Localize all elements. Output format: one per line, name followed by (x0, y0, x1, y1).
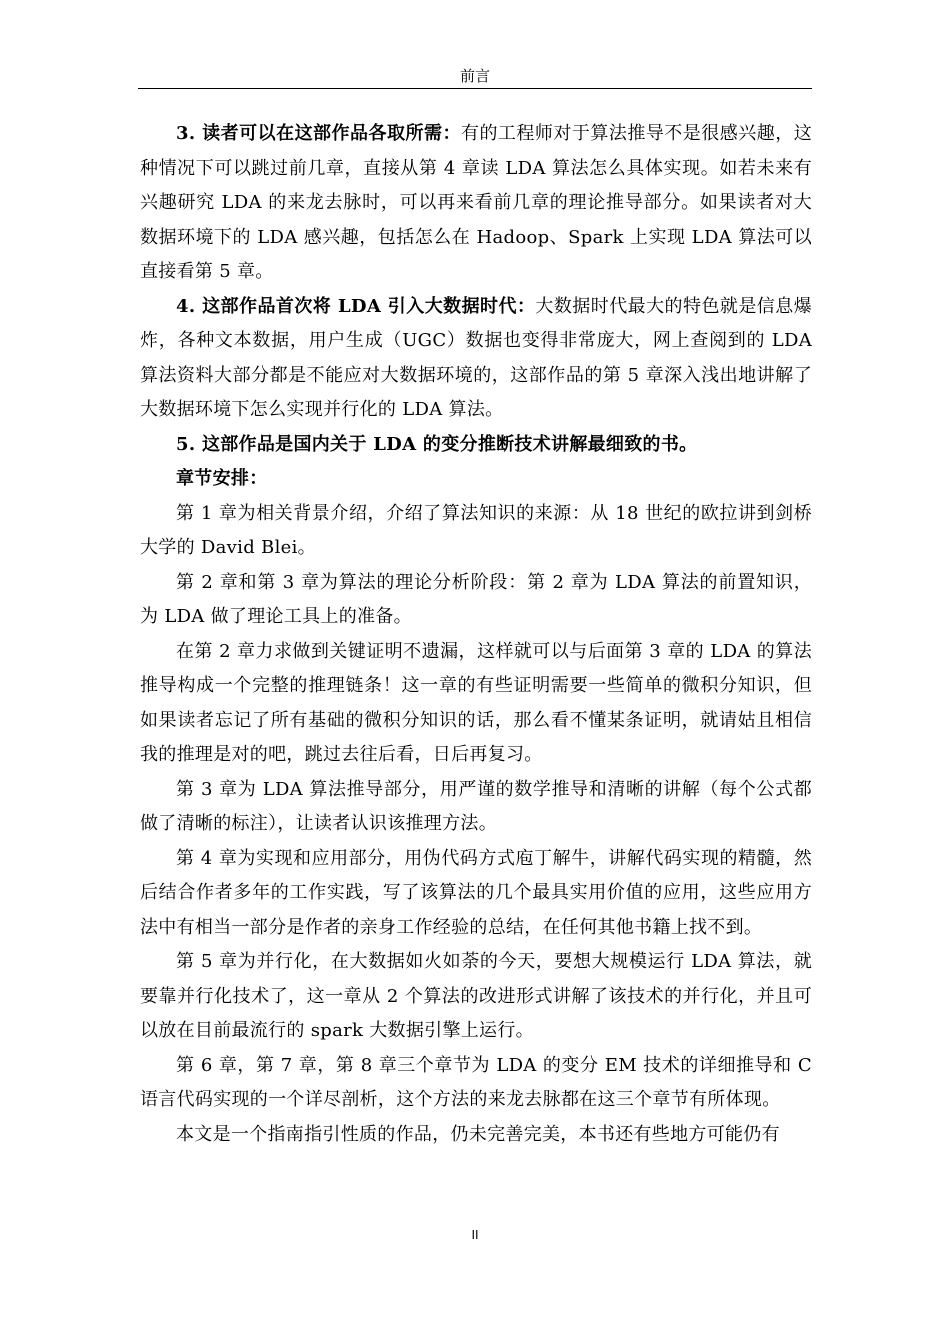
paragraph-chapter-1: 第 1 章为相关背景介绍，介绍了算法知识的来源：从 18 世纪的欧拉讲到剑桥大学的 David Blei。 (140, 502, 812, 558)
page-header-title: 前言 (459, 67, 490, 85)
paragraph-text: 大数据时代最大的特色就是信息爆炸，各种文本数据，用户生成（UGC）数据也变得非常庞大，网上查阅到的 LDA 算法资料大部分都是不能应对大数据环境的，这部作品的第 5 章深入浅出地讲解了大数据环境下怎么实现并行化的 LDA 算法。 (140, 295, 812, 420)
paragraph-point-3 (140, 117, 812, 290)
chapter-arrangement-heading: 章节安排： (176, 468, 268, 489)
page-number: II (471, 1228, 479, 1242)
paragraph-lead: 4. 这部作品首次将 LDA 引入大数据时代： (176, 295, 536, 317)
paragraph-chapter-3: 第 3 章为 LDA 算法推导部分，用严谨的数学推导和清晰的讲解（每个公式都做了清晰的标注），让读者认识该推理方法。 (140, 778, 812, 834)
paragraph-chapter-2-3: 第 2 章和第 3 章为算法的理论分析阶段：第 2 章为 LDA 算法的前置知识，为 LDA 做了理论工具上的准备。 (140, 571, 812, 627)
body-text (140, 117, 812, 1152)
paragraph-text: 有的工程师对于算法推导不是很感兴趣，这种情况下可以跳过前几章，直接从第 4 章读 LDA 算法怎么具体实现。如若未来有兴趣研究 LDA 的来龙去脉时，可以再来看前几章的理论推导部分。如果读者对大数据环境下的 LDA 感兴趣，包括怎么在 Hadoop、Spark 上实现 LDA 算法可以直接看第 5 章。 (140, 123, 813, 282)
header-divider (138, 88, 812, 89)
paragraph-chapter-4: 第 4 章为实现和应用部分，用伪代码方式庖丁解牛，讲解代码实现的精髓，然后结合作者多年的工作实践，写了该算法的几个最具实用价值的应用，这些应用方法中有相当一部分是作者的亲身工作经验的总结，在任何其他书籍上找不到。 (140, 847, 812, 938)
paragraph-chapter-5: 第 5 章为并行化，在大数据如火如荼的今天，要想大规模运行 LDA 算法，就要靠并行化技术了，这一章从 2 个算法的改进形式讲解了该技术的并行化，并且可以放在目前最流行的 spark 大数据引擎上运行。 (140, 951, 812, 1041)
paragraph-point-5: 5. 这部作品是国内关于 LDA 的变分推断技术讲解最细致的书。 (176, 433, 698, 455)
paragraph-chapter-6-8: 第 6 章，第 7 章，第 8 章三个章节为 LDA 的变分 EM 技术的详细推导和 C 语言代码实现的一个详尽剖析，这个方法的来龙去脉都在这三个章节有所体现。 (140, 1054, 812, 1110)
paragraph-chapter-2-detail: 在第 2 章力求做到关键证明不遗漏，这样就可以与后面第 3 章的 LDA 的算法推导构成一个完整的推理链条！这一章的有些证明需要一些简单的微积分知识，但如果读者忘记了所有基础的微积分知识的话，那么看不懂某条证明，就请姑且相信我的推理是对的吧，跳过去往后看，日后再复习。 (140, 640, 812, 765)
paragraph-closing: 本文是一个指南指引性质的作品，仍未完善完美，本书还有些地方可能仍有 (176, 1123, 780, 1145)
paragraph-lead: 3. 读者可以在这部作品各取所需： (176, 123, 461, 144)
paragraph-point-4 (140, 290, 812, 428)
